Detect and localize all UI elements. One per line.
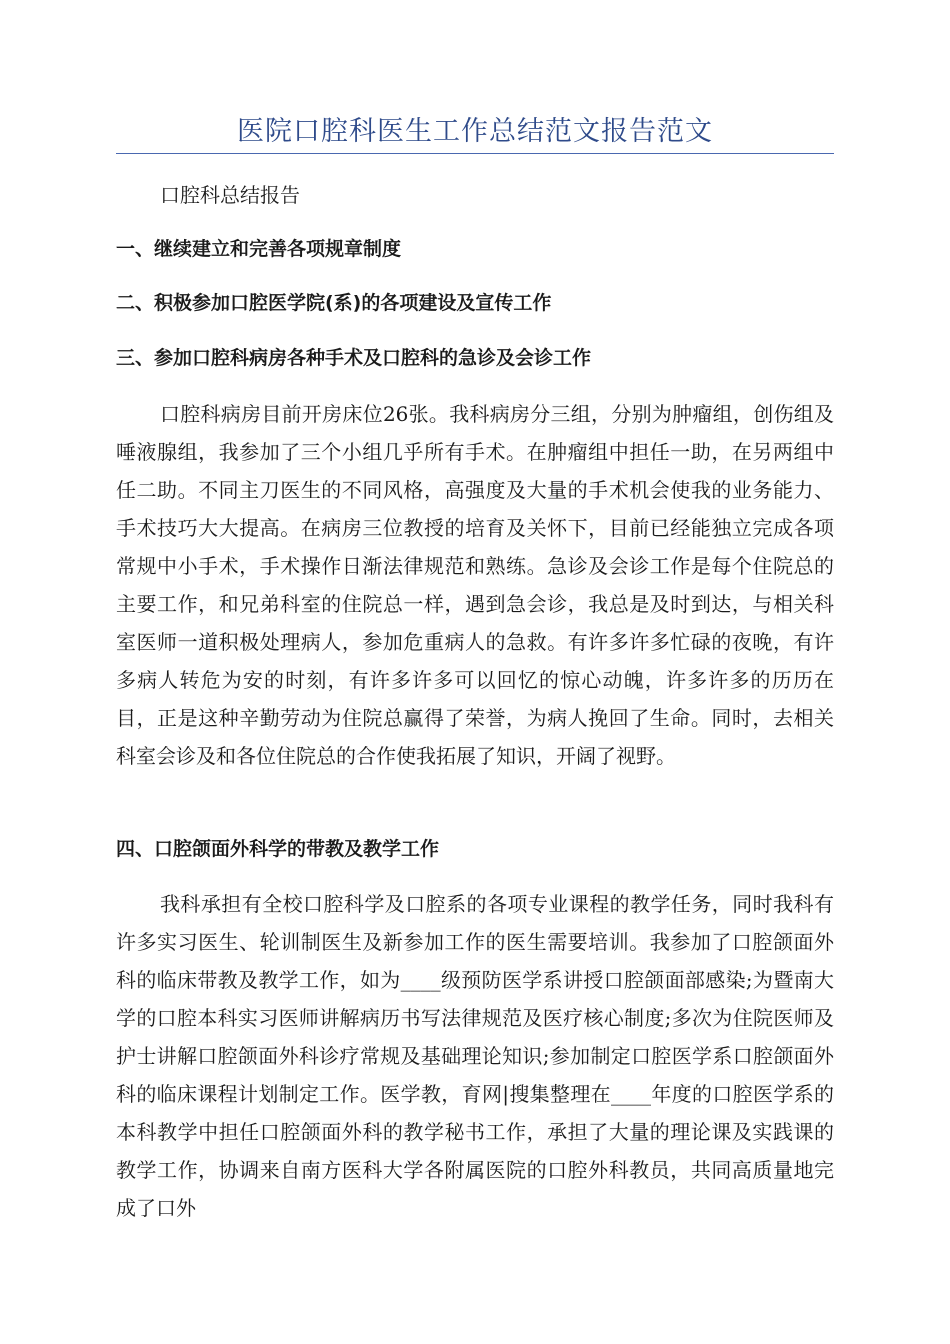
section-heading-4: 四、口腔颌面外科学的带教及教学工作 <box>116 838 440 860</box>
section-heading-1: 一、继续建立和完善各项规章制度 <box>116 238 402 260</box>
title-underline <box>116 153 834 154</box>
intro-line: 口腔科总结报告 <box>160 183 300 207</box>
section-heading-3: 三、参加口腔科病房各种手术及口腔科的急诊及会诊工作 <box>116 347 592 369</box>
section-heading-2: 二、积极参加口腔医学院(系)的各项建设及宣传工作 <box>116 292 552 314</box>
section-body-3: 口腔科病房目前开房床位26张。我科病房分三组，分别为肿瘤组，创伤组及唾液腺组，我参加了三个小组几乎所有手术。在肿瘤组中担任一助，在另两组中任二助。不同主刀医生的不同风格，高强度及大量的手术机会使我的业务能力、手术技巧大大提高。在病房三位教授的培育及关怀下，目前已经能独立完成各项常规中小手术，手术操作日渐法律规范和熟练。急诊及会诊工作是每个住院总的主要工作，和兄弟科室的住院总一样，遇到急会诊，我总是及时到达，与相关科室医师一道积极处理病人，参加危重病人的急救。有许多许多忙碌的夜晚，有许多病人转危为安的时刻，有许多许多可以回忆的惊心动魄，许多许多的历历在目，正是这种辛勤劳动为住院总赢得了荣誉，为病人挽回了生命。同时，去相关科室会诊及和各位住院总的合作使我拓展了知识，开阔了视野。 <box>116 402 834 768</box>
section-body-4: 我科承担有全校口腔科学及口腔系的各项专业课程的教学任务，同时我科有许多实习医生、轮训制医生及新参加工作的医生需要培训。我参加了口腔颌面外科的临床带教及教学工作，如为____级预防医学系讲授口腔颌面部感染;为暨南大学的口腔本科实习医师讲解病历书写法律规范及医疗核心制度;多次为住院医师及护士讲解口腔颌面外科诊疗常规及基础理论知识;参加制定口腔医学系口腔颌面外科的临床课程计划制定工作。医学教，育网|搜集整理在____年度的口腔医学系的本科教学中担任口腔颌面外科的教学秘书工作，承担了大量的理论课及实践课的教学工作，协调来自南方医科大学各附属医院的口腔外科教员，共同高质量地完成了口外 <box>116 892 834 1220</box>
document-title: 医院口腔科医生工作总结范文报告范文 <box>237 116 713 147</box>
